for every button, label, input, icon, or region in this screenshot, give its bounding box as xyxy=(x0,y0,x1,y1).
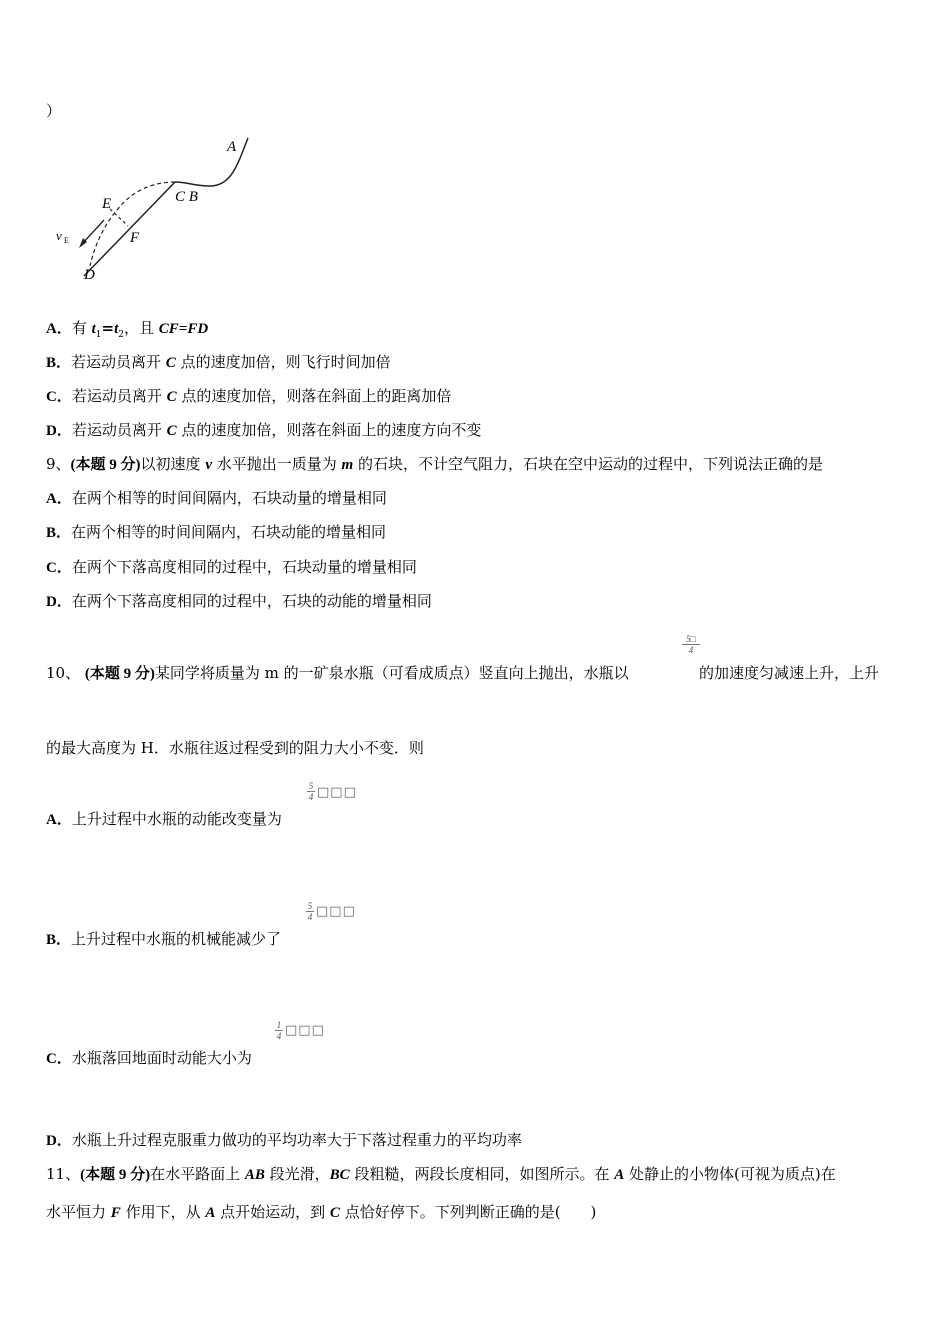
q10c-boxes: □□□ xyxy=(285,1023,325,1038)
denominator: 4 xyxy=(308,792,314,802)
label-vE: v xyxy=(56,228,62,243)
numerator: 5□ xyxy=(686,634,696,644)
sub: 1 xyxy=(95,330,102,340)
label-CB: C B xyxy=(175,189,198,205)
text: 若运动员离开 xyxy=(71,421,167,439)
text: 在水平路面上 xyxy=(150,1165,245,1183)
text: 点的速度加倍，则落在斜面上的速度方向不变 xyxy=(176,421,482,439)
var: C xyxy=(166,423,177,439)
var: t xyxy=(91,321,96,337)
var: C xyxy=(166,389,177,405)
option-label: D． xyxy=(46,594,72,610)
label-A: A xyxy=(227,139,237,155)
var: m xyxy=(341,457,354,473)
q10b-boxes: □□□ xyxy=(316,904,356,919)
text: 在两个相等的时间间隔内，石块动能的增量相同 xyxy=(71,523,387,541)
option-label: B． xyxy=(46,525,72,541)
sub: 2 xyxy=(118,330,125,340)
text: 点的速度加倍，则落在斜面上的距离加倍 xyxy=(176,387,452,405)
var: F xyxy=(110,1205,121,1221)
q10a-fraction xyxy=(307,781,315,802)
denominator: 4 xyxy=(276,1031,282,1041)
question-number: 10、 xyxy=(46,664,81,682)
q10-stem-line1-end: 的加速度匀减速上升，上升 xyxy=(699,664,880,682)
numerator: 5 xyxy=(307,901,313,911)
text: 段光滑， xyxy=(264,1165,330,1183)
q10a-boxes: □□□ xyxy=(317,785,357,800)
q9-option-b xyxy=(46,522,386,543)
text: 上升过程中水瓶的机械能减少了 xyxy=(71,930,282,948)
option-label: B． xyxy=(46,355,72,371)
text: 处静止的小物体(可视为质点)在 xyxy=(624,1165,836,1183)
text: ，且 xyxy=(124,319,159,337)
var: t xyxy=(114,321,119,337)
option-label: D． xyxy=(46,1133,72,1149)
option-label: C． xyxy=(46,560,72,576)
q9-option-d xyxy=(46,591,432,612)
text: 水瓶落回地面时动能大小为 xyxy=(71,1049,252,1067)
q8-option-c xyxy=(46,386,451,407)
q10b-fraction xyxy=(306,901,314,922)
text: 水瓶上升过程克服重力做功的平均功率大于下落过程重力的平均功率 xyxy=(71,1131,522,1149)
text: 某同学将质量为 m 的一矿泉水瓶（可看成质点）竖直向上抛出，水瓶以 xyxy=(154,664,629,682)
question-number: 9、 xyxy=(46,455,71,473)
text: 有 xyxy=(71,319,92,337)
text: 点的速度加倍，则飞行时间加倍 xyxy=(175,353,391,371)
q8-option-d xyxy=(46,420,481,441)
option-label: A． xyxy=(46,812,72,828)
q10-stem-line1 xyxy=(46,663,629,684)
label-E: E xyxy=(102,196,112,212)
label-vE-sub: E xyxy=(64,236,69,245)
option-label: A． xyxy=(46,321,72,337)
text: 在两个相等的时间间隔内，石块动量的增量相同 xyxy=(71,489,387,507)
text: 上升过程中水瓶的动能改变量为 xyxy=(71,810,282,828)
numerator: 1 xyxy=(276,1020,282,1030)
var: BC xyxy=(329,1167,350,1183)
option-label: C． xyxy=(46,389,72,405)
var: A xyxy=(205,1205,216,1221)
text: 的石块，不计空气阻力，石块在空中运动的过程中，下列说法正确的是 xyxy=(353,455,823,473)
numerator: 5 xyxy=(308,781,314,791)
option-label: A． xyxy=(46,491,72,507)
score: (本题 9 分) xyxy=(70,457,141,473)
var: AB xyxy=(244,1167,265,1183)
slope-line xyxy=(84,182,175,276)
label-D: D xyxy=(84,267,95,283)
ramp-curve xyxy=(175,138,248,186)
text: 若运动员离开 xyxy=(71,387,167,405)
score: (本题 9 分) xyxy=(80,1167,151,1183)
q10-option-c xyxy=(46,1048,252,1069)
var: v xyxy=(205,457,212,473)
closing-paren: ） xyxy=(46,102,62,120)
text: 水平抛出一质量为 xyxy=(212,455,342,473)
score: (本题 9 分) xyxy=(84,666,155,682)
text: 若运动员离开 xyxy=(71,353,166,371)
denominator: 4 xyxy=(307,912,313,922)
q10-option-b xyxy=(46,929,281,950)
text: 水平恒力 xyxy=(46,1203,111,1221)
var: C xyxy=(165,355,176,371)
var: A xyxy=(614,1167,625,1183)
q10-stem-line2: 的最大高度为 H．水瓶往返过程受到的阻力大小不变．则 xyxy=(46,739,424,757)
text: 在两个下落高度相同的过程中，石块动量的增量相同 xyxy=(71,558,417,576)
eq: = xyxy=(101,319,115,337)
text: 在两个下落高度相同的过程中，石块的动能的增量相同 xyxy=(71,592,432,610)
option-label: C． xyxy=(46,1051,72,1067)
q8-option-a xyxy=(46,318,208,345)
text: 作用下，从 xyxy=(120,1203,206,1221)
question-number: 11、 xyxy=(46,1165,81,1183)
ef-dashed xyxy=(110,209,128,226)
q9-option-a xyxy=(46,488,387,509)
text: 段粗糙，两段长度相同，如图所示。在 xyxy=(349,1165,615,1183)
text: 点开始运动，到 xyxy=(215,1203,330,1221)
var: CF=FD xyxy=(158,321,209,337)
var: C xyxy=(329,1205,340,1221)
option-label: D． xyxy=(46,423,72,439)
label-F: F xyxy=(130,230,140,246)
ski-jump-diagram xyxy=(50,128,260,288)
q9-stem xyxy=(46,454,823,475)
q10c-fraction xyxy=(275,1020,283,1041)
q10-option-a xyxy=(46,809,282,830)
denominator: 4 xyxy=(682,644,700,655)
q11-stem-line2 xyxy=(46,1202,596,1223)
text: 点恰好停下。下列判断正确的是( ) xyxy=(339,1203,597,1221)
q11-stem-line1 xyxy=(46,1164,836,1185)
q9-option-c xyxy=(46,557,417,578)
text: 以初速度 xyxy=(140,455,206,473)
q10-option-d xyxy=(46,1130,522,1151)
q10-accel-fraction xyxy=(682,634,700,655)
q8-option-b xyxy=(46,352,391,373)
option-label: B． xyxy=(46,932,72,948)
